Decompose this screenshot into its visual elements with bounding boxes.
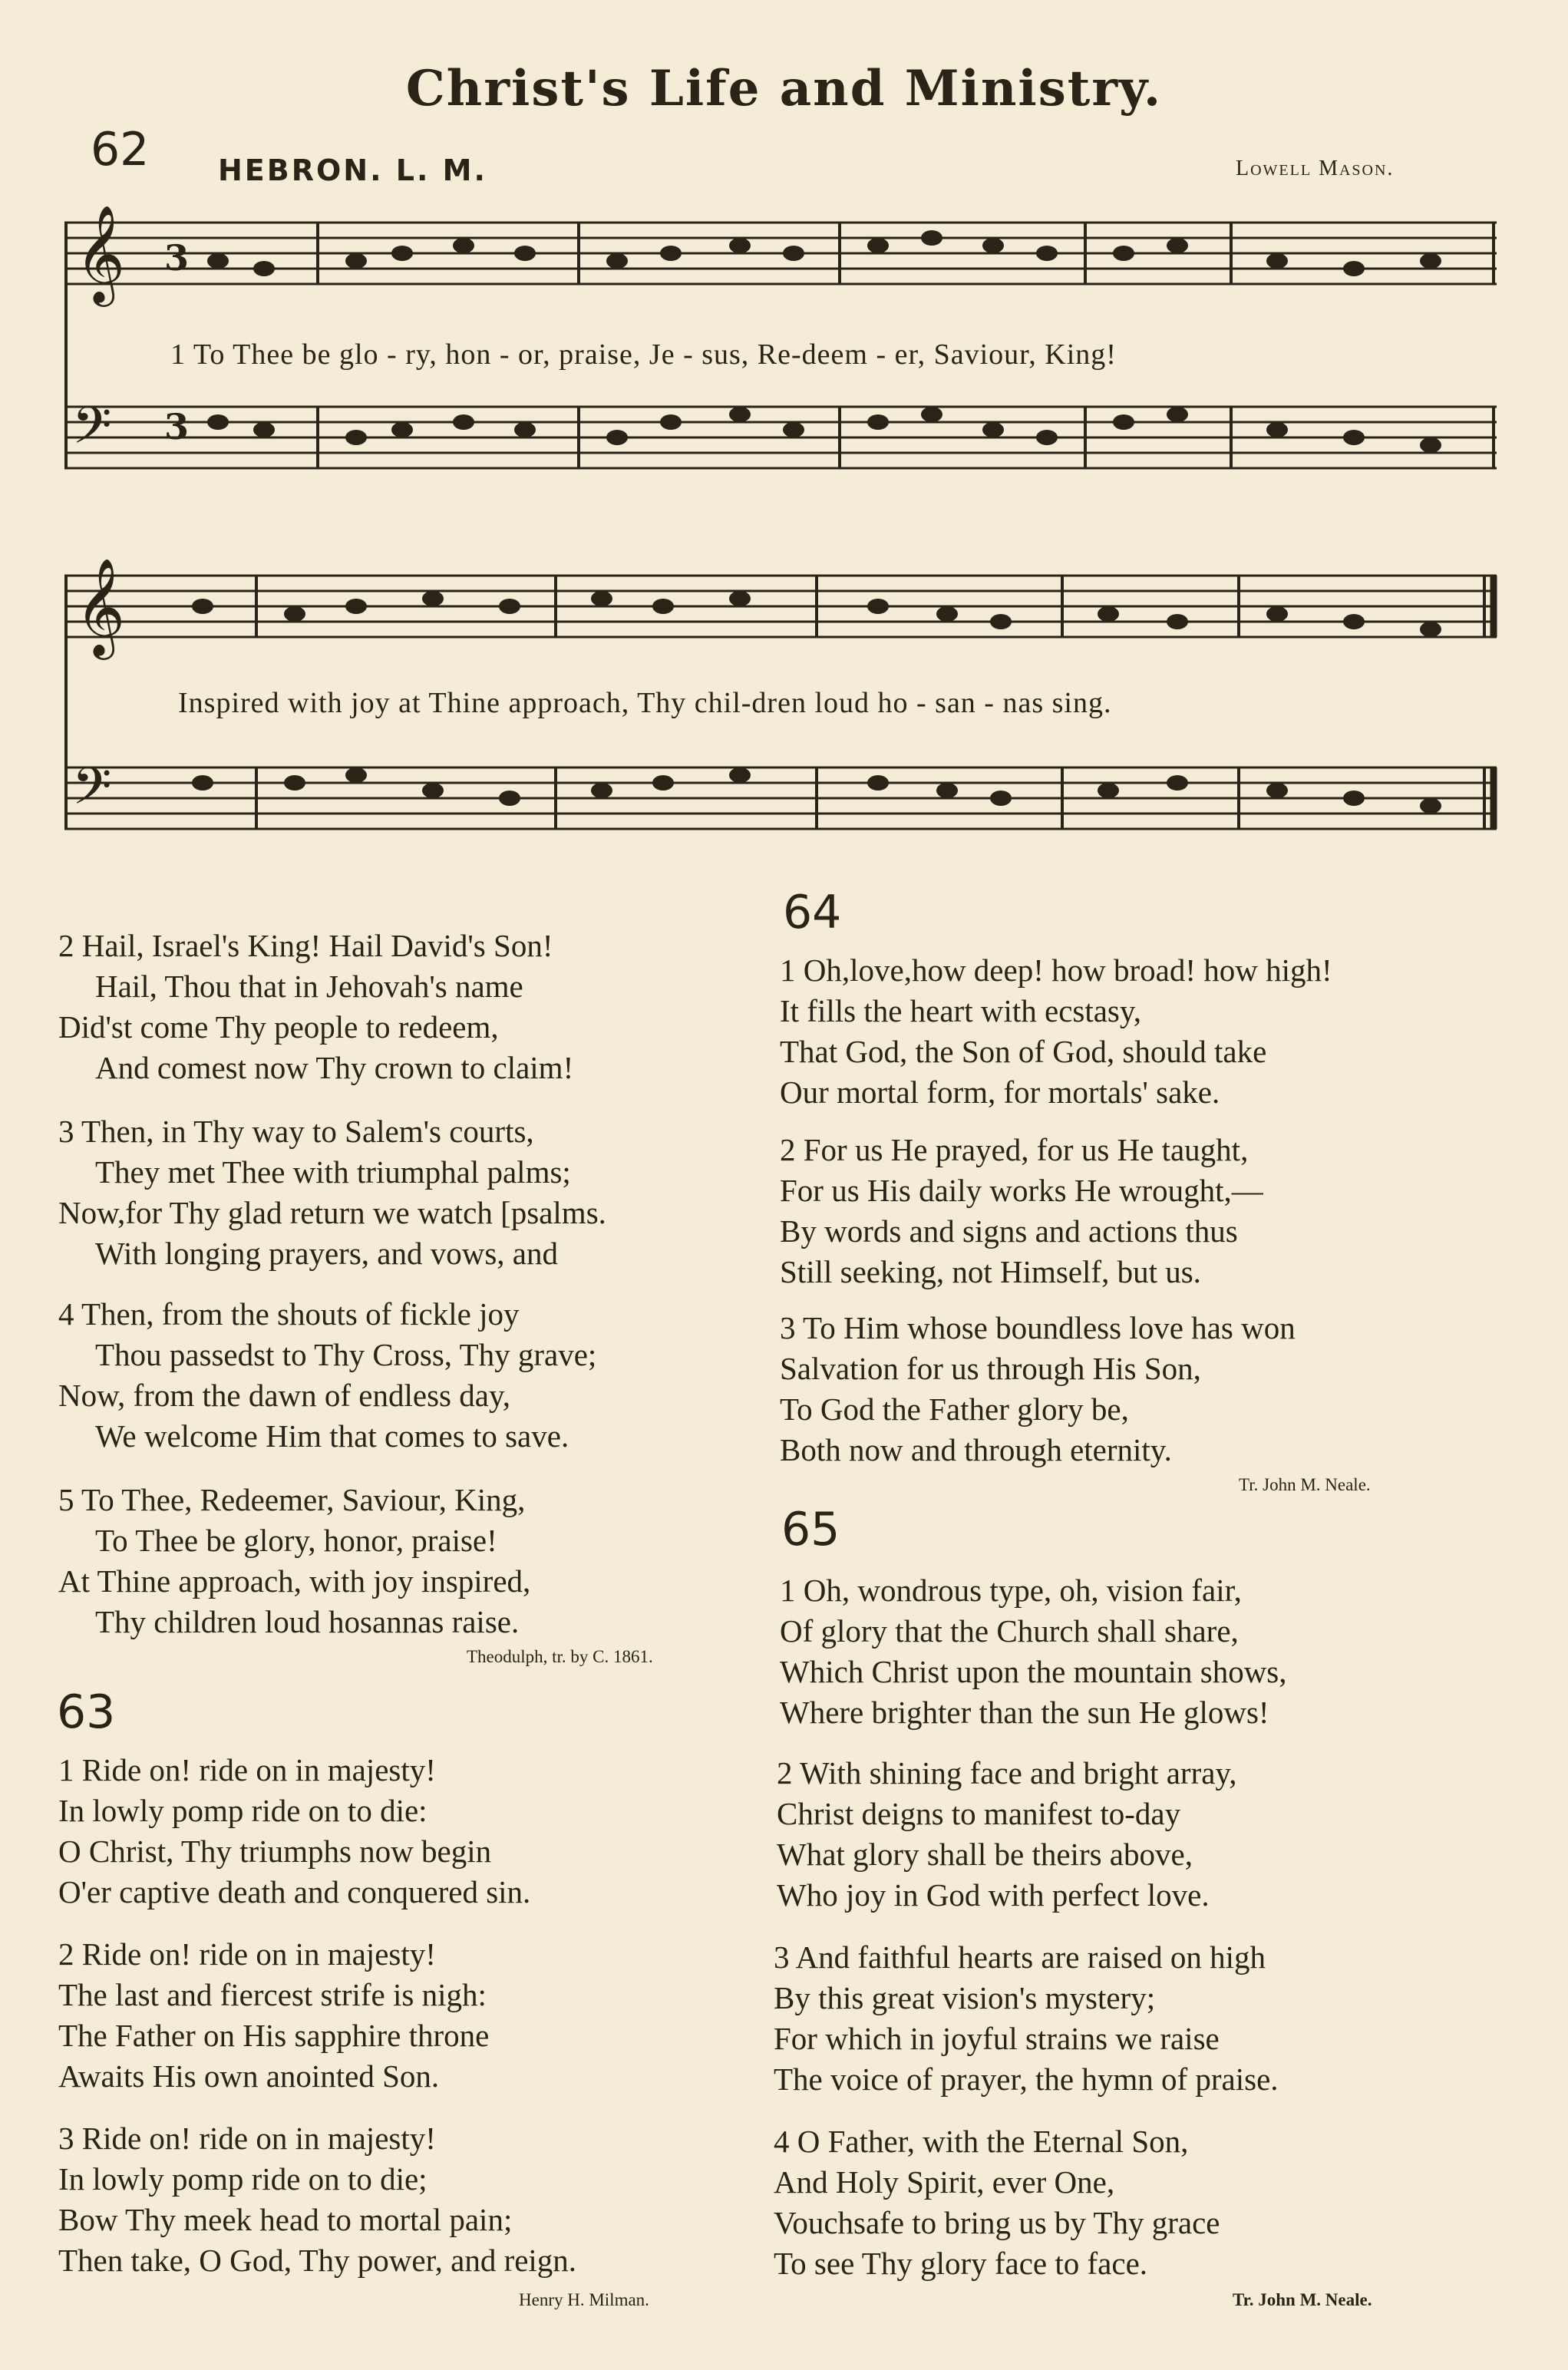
stanza-line: 2 For us He prayed, for us He taught,: [780, 1132, 1249, 1167]
stanza-line: Salvation for us through His Son,: [780, 1351, 1201, 1386]
hymn62-stanza-3: [58, 1111, 606, 1274]
stanza-line: Bow Thy meek head to mortal pain;: [58, 2202, 513, 2237]
lyric-line-2: Inspired with joy at Thine approach, Thy chil-dren loud ho - san - nas sing.: [178, 687, 1112, 719]
stanza-line: To God the Father glory be,: [780, 1391, 1129, 1427]
hymn63-attribution: Henry H. Milman.: [519, 2290, 649, 2309]
stanza-line: It fills the heart with ecstasy,: [780, 993, 1141, 1028]
hymn-number-63: 63: [57, 1685, 116, 1739]
stanza-line: 2 Hail, Israel's King! Hail David's Son!: [58, 928, 553, 963]
time-signature-bass: 3: [164, 406, 190, 447]
stanza-line: And comest now Thy crown to claim!: [95, 1050, 574, 1085]
hymn64-attribution: Tr. John M. Neale.: [1239, 1475, 1371, 1494]
hymn65-stanza-1: [780, 1570, 1287, 1733]
bass-staff-1: [64, 407, 1497, 468]
stanza-line: 5 To Thee, Redeemer, Saviour, King,: [58, 1482, 526, 1517]
stanza-line: Both now and through eternity.: [780, 1432, 1172, 1467]
stanza-line: O'er captive death and conquered sin.: [58, 1874, 531, 1910]
composer: Lowell Mason.: [1236, 157, 1395, 180]
stanza-line: And Holy Spirit, ever One,: [774, 2164, 1115, 2200]
stanza-line: What glory shall be theirs above,: [777, 1837, 1193, 1872]
hymn65-attribution: Tr. John M. Neale.: [1233, 2290, 1372, 2309]
treble-staff-2: [64, 576, 1497, 637]
stanza-line: 4 Then, from the shouts of fickle joy: [58, 1296, 520, 1332]
stanza-line: Now, from the dawn of endless day,: [58, 1378, 511, 1413]
treble-staff-1: [64, 223, 1497, 284]
hymn62-stanza-5: [58, 1480, 530, 1642]
stanza-line: We welcome Him that comes to save.: [95, 1418, 569, 1454]
stanza-line: Where brighter than the sun He glows!: [780, 1695, 1269, 1730]
stanza-line: To see Thy glory face to face.: [774, 2246, 1148, 2281]
stanza-line: O Christ, Thy triumphs now begin: [58, 1834, 492, 1869]
time-signature-treble: 3: [164, 237, 190, 279]
hymn62-stanza-2: [58, 926, 573, 1088]
bass-clef-icon: 𝄢: [72, 396, 112, 467]
stanza-line: The Father on His sapphire throne: [58, 2018, 490, 2053]
stanza-line: Which Christ upon the mountain shows,: [780, 1654, 1287, 1689]
stanza-line: For us His daily works He wrought,—: [780, 1173, 1263, 1208]
hymn65-stanza-2: [777, 1753, 1237, 1916]
stanza-line: 3 Ride on! ride on in majesty!: [58, 2121, 436, 2156]
stanza-line: 2 With shining face and bright array,: [777, 1755, 1237, 1791]
treble-clef-icon: 𝄞: [75, 204, 126, 302]
stanza-line: They met Thee with triumphal palms;: [95, 1154, 571, 1190]
bass-notes-1: [207, 407, 1441, 453]
stanza-line: Thou passedst to Thy Cross, Thy grave;: [95, 1337, 597, 1372]
tune-name: HEBRON. L. M.: [218, 153, 487, 187]
hymn62-stanza-4: [58, 1294, 596, 1457]
stanza-line: 3 To Him whose boundless love has won: [780, 1310, 1296, 1345]
hymn-number-65: 65: [781, 1503, 840, 1556]
stanza-line: Vouchsafe to bring us by Thy grace: [774, 2205, 1220, 2240]
stanza-line: At Thine approach, with joy inspired,: [58, 1563, 531, 1599]
stanza-line: To Thee be glory, honor, praise!: [95, 1523, 497, 1558]
stanza-line: Then take, O God, Thy power, and reign.: [58, 2243, 577, 2278]
stanza-line: 1 Oh,love,how deep! how broad! how high!: [780, 952, 1332, 988]
stanza-line: Awaits His own anointed Son.: [58, 2058, 440, 2094]
lyric-line-1: 1 To Thee be glo - ry, hon - or, praise, Je - sus, Re-deem - er, Saviour, King!: [170, 338, 1117, 371]
hymn-number-64: 64: [783, 886, 842, 939]
stanza-line: Now,for Thy glad return we watch [psalms.: [58, 1195, 606, 1230]
stanza-line: Did'st come Thy people to redeem,: [58, 1009, 499, 1045]
stanza-line: 3 Then, in Thy way to Salem's courts,: [58, 1114, 534, 1149]
hymn64-stanza-1: [780, 950, 1332, 1113]
hymn63-stanza-3: [58, 2118, 576, 2281]
hymn-number-62: 62: [91, 123, 150, 177]
stanza-line: By words and signs and actions thus: [780, 1213, 1238, 1249]
stanza-line: 2 Ride on! ride on in majesty!: [58, 1936, 436, 1972]
stanza-line: That God, the Son of God, should take: [780, 1034, 1267, 1069]
stanza-line: Who joy in God with perfect love.: [777, 1877, 1210, 1913]
stanza-line: In lowly pomp ride on to die;: [58, 2161, 427, 2197]
stanza-line: Our mortal form, for mortals' sake.: [780, 1074, 1220, 1110]
hymn63-stanza-2: [58, 1934, 489, 2097]
stanza-line: In lowly pomp ride on to die:: [58, 1793, 427, 1828]
stanza-line: Hail, Thou that in Jehovah's name: [95, 969, 523, 1004]
hymn64-stanza-2: [780, 1130, 1263, 1292]
treble-clef-icon: 𝄞: [75, 557, 126, 655]
stanza-line: With longing prayers, and vows, and: [95, 1236, 558, 1271]
stanza-line: 4 O Father, with the Eternal Son,: [774, 2124, 1189, 2159]
stanza-line: By this great vision's mystery;: [774, 1980, 1156, 2015]
page-title: Christ's Life and Ministry.: [405, 60, 1163, 117]
stanza-line: 1 Ride on! ride on in majesty!: [58, 1752, 436, 1787]
stanza-line: Thy children loud hosannas raise.: [95, 1604, 520, 1639]
hymn63-stanza-1: [58, 1750, 530, 1913]
stanza-line: 3 And faithful hearts are raised on high: [774, 1939, 1266, 1975]
hymn65-stanza-4: [774, 2121, 1220, 2284]
hymn64-stanza-3: [780, 1308, 1296, 1471]
hymn65-stanza-3: [774, 1937, 1279, 2100]
bass-clef-icon: 𝄢: [72, 757, 112, 828]
stanza-line: Still seeking, not Himself, but us.: [780, 1254, 1201, 1289]
stanza-line: The voice of prayer, the hymn of praise.: [774, 2061, 1279, 2097]
stanza-line: 1 Oh, wondrous type, oh, vision fair,: [780, 1573, 1242, 1608]
stanza-line: Of glory that the Church shall share,: [780, 1613, 1239, 1649]
stanza-line: For which in joyful strains we raise: [774, 2021, 1220, 2056]
stanza-line: The last and fiercest strife is nigh:: [58, 1977, 487, 2012]
bass-staff-2: [64, 767, 1497, 829]
hymn62-attribution: Theodulph, tr. by C. 1861.: [467, 1647, 653, 1666]
stanza-line: Christ deigns to manifest to-day: [777, 1796, 1181, 1831]
